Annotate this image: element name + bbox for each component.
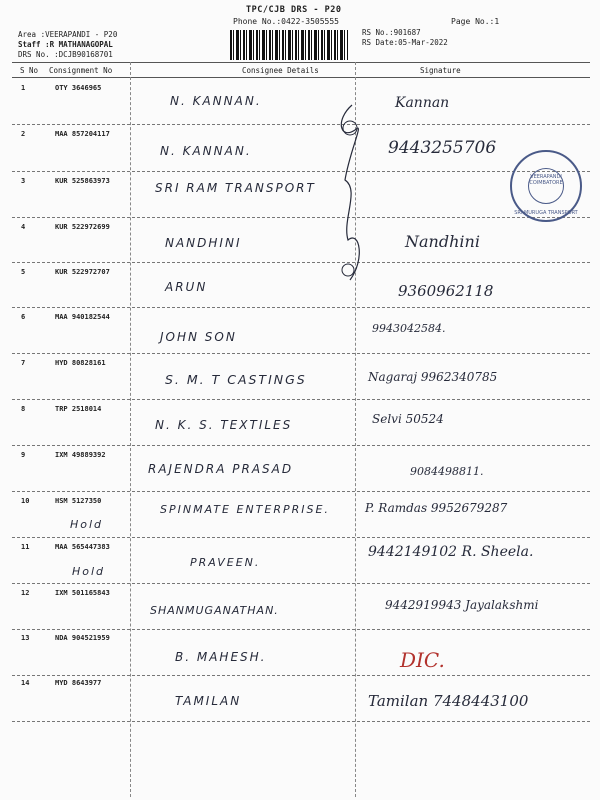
row-sno: 11 [21, 543, 30, 551]
col-header-consignee: Consignee Details [242, 66, 319, 75]
signature: 9443255706 [388, 138, 497, 158]
row-divider [12, 445, 590, 446]
staff-label: Staff :R MATHANAGOPAL [18, 40, 113, 49]
row-divider [12, 307, 590, 308]
col-header-sno: S No [20, 66, 39, 75]
signature: 9442919943 Jayalakshmi [385, 598, 539, 612]
consignee-name: TAMILAN [175, 694, 242, 708]
header-divider [12, 77, 590, 78]
consignee-name: SHANMUGANATHAN. [150, 604, 279, 617]
consignee-name: S. M. T CASTINGS [165, 372, 307, 387]
consignee-name: PRAVEEN. [190, 556, 261, 569]
barcode [230, 30, 348, 60]
row-divider [12, 171, 590, 172]
company-seal [510, 150, 582, 222]
signature: Nandhini [405, 232, 480, 251]
row-consignment: TRP 2518014 [55, 405, 102, 413]
hold-note: Hold [72, 565, 106, 578]
rs-number: RS No.:901687 [362, 28, 421, 37]
consignee-name: JOHN SON [160, 330, 237, 344]
consignee-name: SPINMATE ENTERPRISE. [160, 503, 330, 516]
row-sno: 13 [21, 634, 30, 642]
row-sno: 12 [21, 589, 30, 597]
consignee-name: NANDHINI [165, 236, 242, 250]
row-divider [12, 675, 590, 676]
column-divider [130, 62, 131, 797]
row-consignment: MYD 8643977 [55, 679, 102, 687]
area-label: Area :VEERAPANDI - P20 [18, 30, 118, 39]
row-consignment: IXM 49889392 [55, 451, 106, 459]
row-sno: 10 [21, 497, 30, 505]
row-sno: 3 [21, 177, 26, 185]
row-divider [12, 583, 590, 584]
signature: Tamilan 7448443100 [368, 692, 529, 710]
hold-note: Hold [70, 518, 104, 531]
row-consignment: HSM 5127350 [55, 497, 102, 505]
page-number: Page No.:1 [451, 17, 500, 26]
row-sno: 7 [21, 359, 26, 367]
row-sno: 14 [21, 679, 30, 687]
signature: Kannan [395, 95, 450, 111]
signature: 9442149102 R. Sheela. [368, 544, 534, 560]
signature: P. Ramdas 9952679287 [365, 501, 508, 515]
row-sno: 8 [21, 405, 26, 413]
row-divider [12, 124, 590, 125]
row-consignment: IXM 501165843 [55, 589, 110, 597]
consignee-name: SRI RAM TRANSPORT [155, 181, 316, 195]
consignee-name: N. KANNAN. [170, 94, 262, 108]
signature: 9943042584. [372, 322, 446, 335]
drs-number: DRS No. :DCJB90168701 [18, 50, 113, 59]
signature-loop [330, 100, 370, 300]
row-divider [12, 537, 590, 538]
row-consignment: MAA 857204117 [55, 130, 110, 138]
row-sno: 9 [21, 451, 26, 459]
row-sno: 1 [21, 84, 26, 92]
row-divider [12, 721, 590, 722]
row-divider [12, 262, 590, 263]
consignee-name: RAJENDRA PRASAD [148, 462, 294, 476]
row-sno: 4 [21, 223, 26, 231]
consignee-name: B. MAHESH. [175, 650, 267, 664]
sheet-title: TPC/CJB DRS - P20 [246, 5, 342, 15]
row-consignment: MAA 940182544 [55, 313, 110, 321]
phone-number: Phone No.:0422-3505555 [233, 17, 339, 26]
row-consignment: KUR 522972699 [55, 223, 110, 231]
row-consignment: OTY 3646965 [55, 84, 102, 92]
signature: 9360962118 [398, 282, 494, 300]
signature: Nagaraj 9962340785 [368, 370, 498, 384]
rs-date: RS Date:05-Mar-2022 [362, 38, 448, 47]
row-sno: 2 [21, 130, 26, 138]
row-consignment: MAA 565447383 [55, 543, 110, 551]
row-divider [12, 217, 590, 218]
col-header-signature: Signature [420, 66, 461, 75]
row-divider [12, 353, 590, 354]
signature: DIC. [400, 648, 445, 672]
row-sno: 6 [21, 313, 26, 321]
signature: Selvi 50524 [372, 412, 444, 426]
row-sno: 5 [21, 268, 26, 276]
seal-ring-text: SRI MURUGA TRANSPORT [514, 210, 578, 216]
consignee-name: N. K. S. TEXTILES [155, 418, 293, 432]
row-divider [12, 629, 590, 630]
row-divider [12, 399, 590, 400]
signature: 9084498811. [410, 465, 484, 478]
row-divider [12, 491, 590, 492]
row-consignment: KUR 525863973 [55, 177, 110, 185]
seal-center-text: VEERAPANDI COIMBATORE [529, 174, 563, 186]
consignee-name: ARUN [165, 280, 208, 294]
table-top-border [12, 62, 590, 63]
consignee-name: N. KANNAN. [160, 144, 252, 158]
row-consignment: NDA 904521959 [55, 634, 110, 642]
row-consignment: HYD 80828161 [55, 359, 106, 367]
col-header-consignment: Consignment No [49, 66, 113, 75]
row-consignment: KUR 522972707 [55, 268, 110, 276]
